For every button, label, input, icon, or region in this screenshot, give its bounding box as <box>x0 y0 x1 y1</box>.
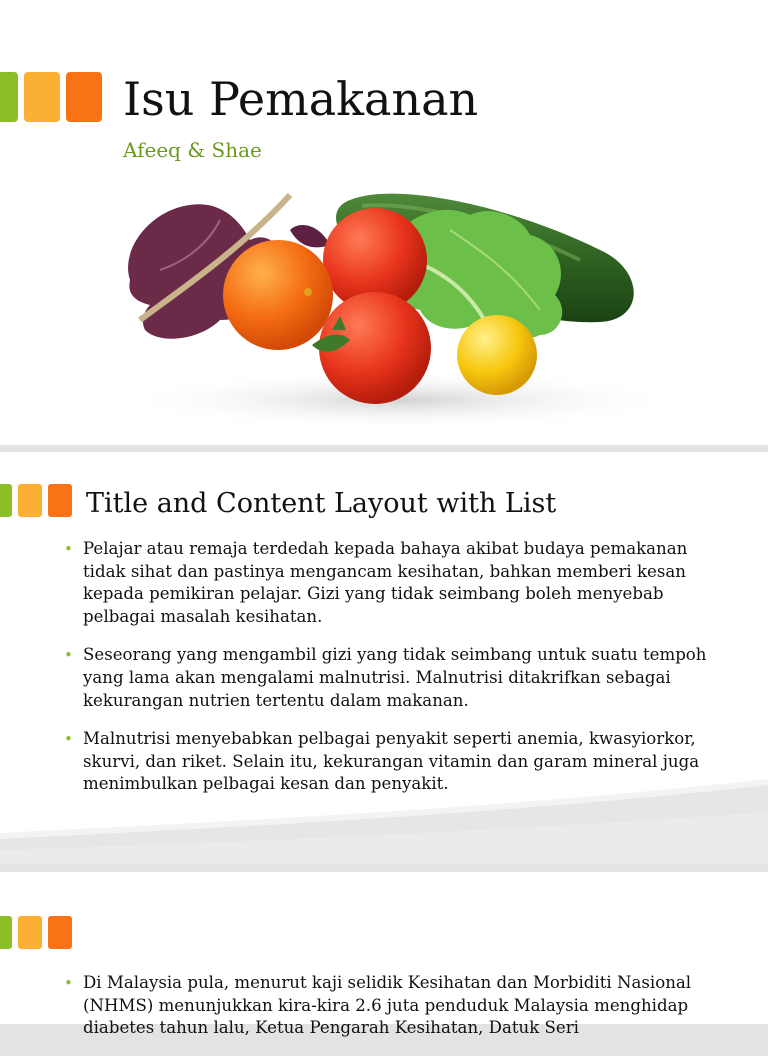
list-item: • Malnutrisi menyebabkan pelbagai penyakit seperti anemia, kwasyiorkor, skurvi, dan riket. Selain itu, kekurangan vitamin dan garam mineral juga menimbulkan pelbagai kesan dan penyakit. <box>62 728 722 796</box>
orange-square <box>48 916 72 949</box>
slide-title: Title and Content Layout with List <box>86 488 557 519</box>
list-item: • Di Malaysia pula, menurut kaji selidik Kesihatan dan Morbiditi Nasional (NHMS) menunjukkan kira-kira 2.6 juta penduduk Malaysia menghidap diabetes tahun lalu, Ketua Pengarah Kesihatan, Datuk Seri <box>62 972 762 1040</box>
list-item: • Seseorang yang mengambil gizi yang tidak seimbang untuk suatu tempoh yang lama akan mengalami malnutrisi. Malnutrisi ditakrifkan sebagai kekurangan nutrien tertentu dalam makanan. <box>62 644 722 712</box>
yellow-square <box>18 916 42 949</box>
slide-2 <box>0 452 768 864</box>
accent-squares <box>0 72 102 122</box>
slide-3 <box>0 872 768 1038</box>
slide-title: Isu Pemakanan <box>123 72 479 126</box>
yellow-square <box>24 72 60 122</box>
orange-square <box>48 484 72 517</box>
slide-subtitle: Afeeq & Shae <box>123 138 262 162</box>
green-square <box>0 72 18 122</box>
bullet-list <box>62 972 762 1056</box>
orange-square <box>66 72 102 122</box>
yellow-square <box>18 484 42 517</box>
slide-1 <box>0 0 768 445</box>
green-square <box>0 916 12 949</box>
list-item: • Pelajar atau remaja terdedah kepada bahaya akibat budaya pemakanan tidak sihat dan pastinya mengancam kesihatan, bahkan memberi kesan kepada pemikiran pelajar. Gizi yang tidak seimbang boleh menyebab pelbagai masalah kesihatan. <box>62 538 722 628</box>
accent-squares <box>0 484 72 517</box>
bottom-swoosh <box>0 772 768 864</box>
accent-squares <box>0 916 72 949</box>
vegetables-image <box>100 170 680 440</box>
bullet-list <box>62 538 722 812</box>
green-square <box>0 484 12 517</box>
